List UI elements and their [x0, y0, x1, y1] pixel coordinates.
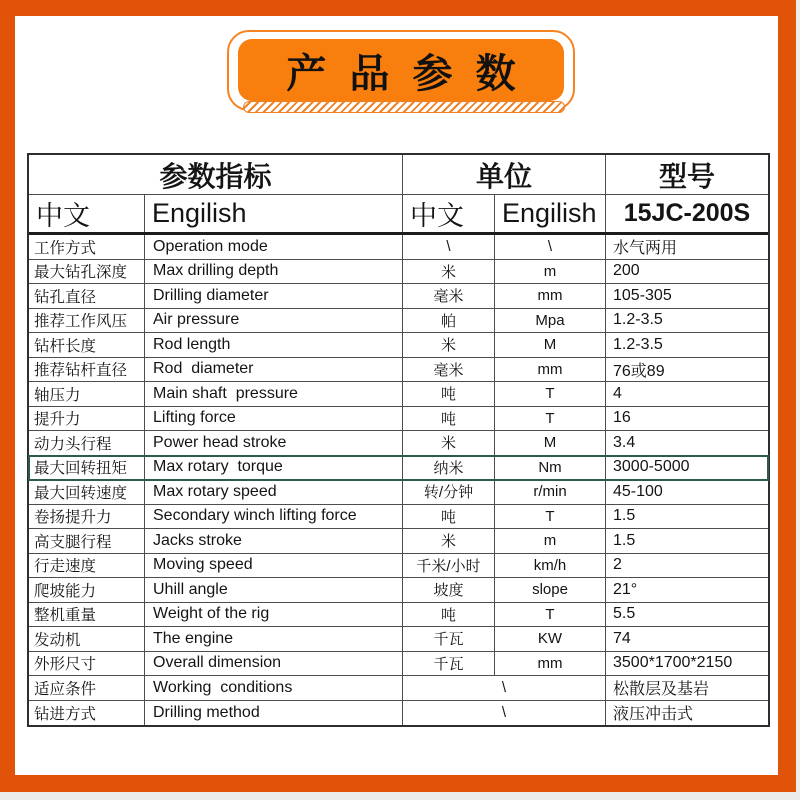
param-cn-cell: 动力头行程 [29, 431, 145, 455]
unit-en-cell: M [495, 431, 606, 455]
unit-cn-header: 中文 [403, 195, 495, 232]
unit-en-cell: r/min [495, 480, 606, 504]
table-row [29, 578, 768, 603]
param-en-cell: Secondary winch lifting force [145, 505, 403, 529]
param-en-cell: Max rotary torque [145, 456, 403, 480]
unit-en-cell: Mpa [495, 309, 606, 333]
param-en-cell: Working conditions [145, 676, 403, 700]
unit-cn-cell: 纳米 [403, 456, 495, 480]
page-title: 产 品 参 数 [286, 51, 522, 96]
param-en-cell: Drilling diameter [145, 284, 403, 308]
param-en-cell: Air pressure [145, 309, 403, 333]
table-row [29, 652, 768, 677]
param-cn-cell: 最大回转速度 [29, 480, 145, 504]
model-value-cell: 水气两用 [613, 240, 678, 258]
param-en-cell: Rod diameter [145, 358, 403, 382]
unit-cn-cell: 吨 [403, 407, 495, 431]
unit-cn-cell: 米 [403, 260, 495, 284]
table-row [29, 382, 768, 407]
spec-table [27, 153, 770, 727]
param-en-cell: Moving speed [145, 554, 403, 578]
unit-en-cell: T [495, 505, 606, 529]
table-sub-header-row [29, 195, 768, 235]
model-group-header: 型号 [658, 160, 715, 192]
unit-cn-cell: 千瓦 [403, 627, 495, 651]
model-value-cell: 3.4 [613, 433, 636, 451]
model-value-cell: 1.2-3.5 [613, 335, 663, 353]
param-cn-cell: 推荐钻杆直径 [29, 358, 145, 382]
model-value-cell: 45-100 [613, 482, 663, 500]
model-value-cell: 4 [613, 384, 622, 402]
table-row [29, 505, 768, 530]
param-en-cell: Drilling method [145, 701, 403, 726]
table-row [29, 480, 768, 505]
unit-group-header: 单位 [403, 155, 606, 194]
param-cn-cell: 钻孔直径 [29, 284, 145, 308]
table-body [29, 235, 768, 725]
unit-en-cell: T [495, 407, 606, 431]
model-value-header: 15JC-200S [623, 199, 751, 227]
unit-cn-cell: \ [403, 235, 495, 259]
title-badge-inner [238, 39, 564, 101]
table-row [29, 701, 768, 726]
param-cn-cell: 最大钻孔深度 [29, 260, 145, 284]
model-value-cell: 200 [613, 262, 640, 280]
unit-en-cell: mm [495, 358, 606, 382]
model-value-cell: 105-305 [613, 286, 672, 304]
param-cn-cell: 爬坡能力 [29, 578, 145, 602]
param-en-cell: Max drilling depth [145, 260, 403, 284]
unit-cn-cell: 毫米 [403, 358, 495, 382]
title-badge-hatch-decoration [243, 101, 565, 113]
param-group-header: 参数指标 [29, 155, 403, 194]
table-row [29, 676, 768, 701]
model-value-cell: 松散层及基岩 [613, 681, 710, 699]
model-value-cell: 21° [613, 580, 638, 598]
unit-cn-cell: 吨 [403, 603, 495, 627]
table-row [29, 235, 768, 260]
table-row [29, 456, 768, 481]
unit-cn-cell: 吨 [403, 382, 495, 406]
unit-en-cell: KW [495, 627, 606, 651]
model-value-cell: 3000-5000 [613, 458, 690, 476]
unit-cn-cell: 米 [403, 431, 495, 455]
unit-cn-cell: 米 [403, 529, 495, 553]
top-border-bar [0, 0, 796, 16]
right-border-strip [778, 16, 796, 775]
param-en-cell: Jacks stroke [145, 529, 403, 553]
unit-en-header: Engilish [495, 195, 606, 232]
model-value-cell: 1.5 [613, 531, 636, 549]
param-cn-cell: 提升力 [29, 407, 145, 431]
model-value-cell: 76或89 [613, 362, 665, 380]
param-cn-cell: 钻杆长度 [29, 333, 145, 357]
unit-en-cell: m [495, 260, 606, 284]
model-value-cell: 16 [613, 409, 631, 427]
title-badge [227, 30, 575, 111]
model-value-cell: 液压冲击式 [613, 706, 694, 724]
param-cn-cell: 钻进方式 [29, 701, 145, 726]
model-value-cell: 1.2-3.5 [613, 311, 663, 329]
param-en-cell: Overall dimension [145, 652, 403, 676]
unit-cn-cell: 坡度 [403, 578, 495, 602]
param-en-header: Engilish [145, 195, 403, 232]
table-group-header-row [29, 155, 768, 195]
unit-en-cell: Nm [495, 456, 606, 480]
table-row [29, 554, 768, 579]
param-en-cell: Power head stroke [145, 431, 403, 455]
param-cn-cell: 外形尺寸 [29, 652, 145, 676]
unit-en-cell: m [495, 529, 606, 553]
table-row [29, 309, 768, 334]
unit-cn-cell: 千瓦 [403, 652, 495, 676]
model-value-cell: 1.5 [613, 507, 636, 525]
unit-merged-cell: \ [403, 701, 606, 726]
param-cn-cell: 发动机 [29, 627, 145, 651]
table-row [29, 407, 768, 432]
param-en-cell: Rod length [145, 333, 403, 357]
unit-en-cell: M [495, 333, 606, 357]
param-cn-cell: 工作方式 [29, 235, 145, 259]
table-row [29, 627, 768, 652]
param-cn-cell: 轴压力 [29, 382, 145, 406]
unit-cn-cell: 帕 [403, 309, 495, 333]
table-row [29, 603, 768, 628]
unit-en-cell: slope [495, 578, 606, 602]
param-en-cell: Max rotary speed [145, 480, 403, 504]
param-cn-cell: 整机重量 [29, 603, 145, 627]
unit-en-cell: mm [495, 284, 606, 308]
param-cn-cell: 行走速度 [29, 554, 145, 578]
left-border-strip [0, 16, 15, 775]
table-row [29, 333, 768, 358]
param-en-cell: Weight of the rig [145, 603, 403, 627]
table-row [29, 431, 768, 456]
model-value-cell: 74 [613, 629, 631, 647]
model-value-cell: 2 [613, 556, 622, 574]
param-cn-cell: 最大回转扭矩 [29, 456, 145, 480]
table-row [29, 284, 768, 309]
unit-en-cell: km/h [495, 554, 606, 578]
model-value-cell: 3500*1700*2150 [613, 654, 733, 672]
unit-cn-cell: 毫米 [403, 284, 495, 308]
param-en-cell: Operation mode [145, 235, 403, 259]
param-en-cell: Uhill angle [145, 578, 403, 602]
param-cn-cell: 推荐工作风压 [29, 309, 145, 333]
unit-en-cell: T [495, 603, 606, 627]
unit-cn-cell: 吨 [403, 505, 495, 529]
param-cn-cell: 高支腿行程 [29, 529, 145, 553]
bottom-border-bar [0, 775, 796, 792]
unit-merged-cell: \ [403, 676, 606, 700]
unit-en-cell: mm [495, 652, 606, 676]
model-value-cell: 5.5 [613, 605, 636, 623]
unit-en-cell: \ [495, 235, 606, 259]
unit-cn-cell: 转/分钟 [403, 480, 495, 504]
param-en-cell: Main shaft pressure [145, 382, 403, 406]
param-en-cell: Lifting force [145, 407, 403, 431]
param-cn-cell: 适应条件 [29, 676, 145, 700]
table-row [29, 260, 768, 285]
table-row [29, 358, 768, 383]
unit-en-cell: T [495, 382, 606, 406]
unit-cn-cell: 千米/小时 [403, 554, 495, 578]
unit-cn-cell: 米 [403, 333, 495, 357]
param-cn-header: 中文 [29, 195, 145, 232]
table-row [29, 529, 768, 554]
param-cn-cell: 卷扬提升力 [29, 505, 145, 529]
param-en-cell: The engine [145, 627, 403, 651]
